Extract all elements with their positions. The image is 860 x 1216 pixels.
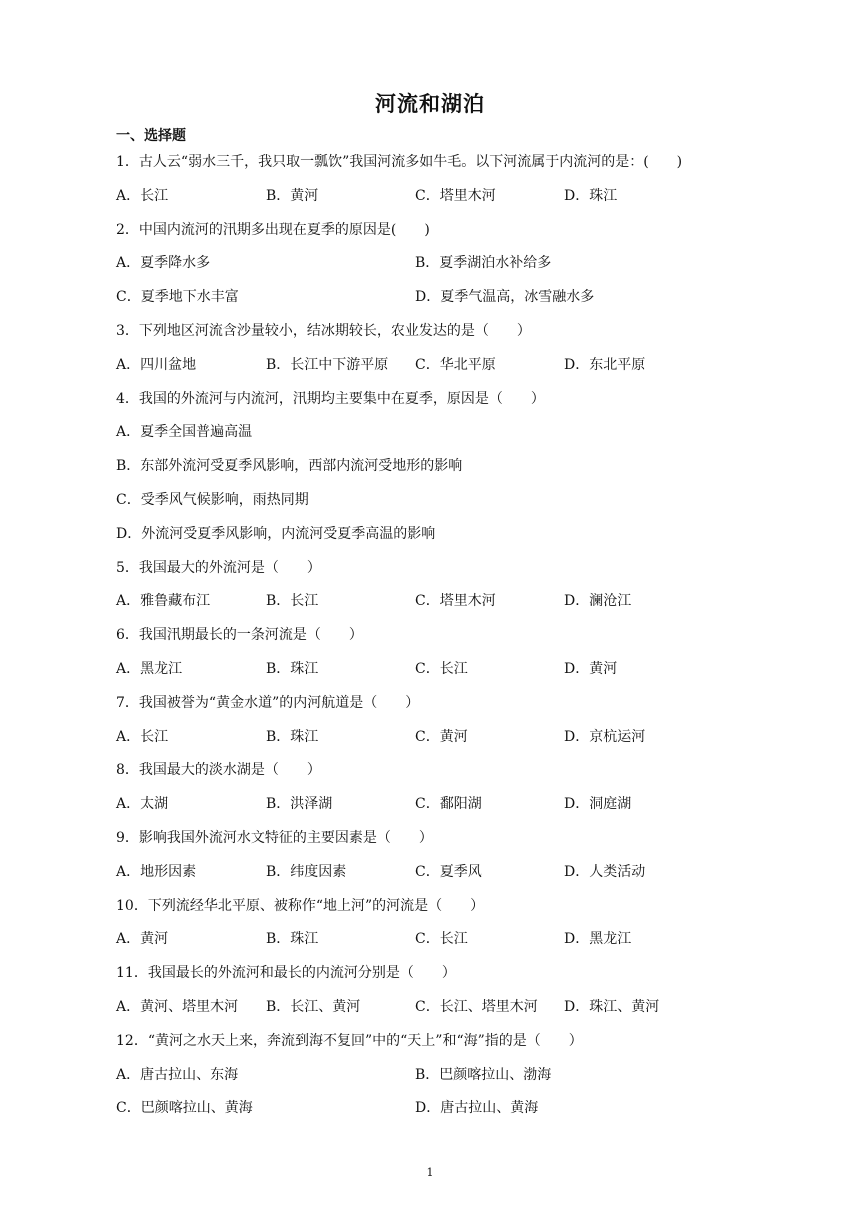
- option-d: D．黑龙江: [564, 931, 632, 948]
- option-row: [116, 590, 766, 624]
- option-c: C．鄱阳湖: [415, 796, 482, 813]
- question-stem: 5．我国最大的外流河是（ ）: [116, 559, 321, 576]
- option-c: C．华北平原: [415, 356, 496, 373]
- option-a: A．唐古拉山、东海: [116, 1066, 239, 1083]
- option-d: D．唐古拉山、黄海: [415, 1100, 539, 1117]
- option-d: D．东北平原: [564, 356, 646, 373]
- option-b: B．珠江: [266, 660, 319, 677]
- option-row: [116, 421, 766, 455]
- question-stem: 1．古人云“弱水三千，我只取一瓢饮”我国河流多如牛毛。以下河流属于内流河的是：( ): [116, 154, 683, 170]
- option-c: C．夏季地下水丰富: [116, 289, 239, 306]
- option-row: [116, 1097, 766, 1131]
- option-b: B．洪泽湖: [266, 796, 333, 813]
- option-row: [116, 489, 766, 523]
- question-stem: 2．中国内流河的汛期多出现在夏季的原因是( ): [116, 221, 430, 238]
- option-row: [116, 793, 766, 827]
- option-a: A．黑龙江: [116, 660, 183, 677]
- option-d: D．京杭运河: [564, 728, 646, 745]
- question-stem: 3．下列地区河流含沙量较小，结冰期较长，农业发达的是（ ）: [116, 322, 531, 339]
- option-row: [116, 1064, 766, 1098]
- option-b: B．东部外流河受夏季风影响，西部内流河受地形的影响: [116, 458, 463, 475]
- option-row: [116, 658, 766, 692]
- option-c: C．黄河: [415, 728, 468, 745]
- option-b: B．纬度因素: [266, 863, 347, 880]
- option-a: A．夏季降水多: [116, 255, 211, 272]
- option-d: D．珠江: [564, 187, 618, 204]
- option-a: A．长江: [116, 728, 169, 745]
- option-d: D．澜沧江: [564, 593, 632, 610]
- option-d: D．人类活动: [564, 863, 646, 880]
- question-stem: 10．下列流经华北平原、被称作“地上河”的河流是（ ）: [116, 897, 485, 914]
- option-d: D．珠江、黄河: [564, 998, 660, 1015]
- question-stem: 4．我国的外流河与内流河，汛期均主要集中在夏季，原因是（ ）: [116, 390, 545, 407]
- question-stem: 8．我国最大的淡水湖是（ ）: [116, 762, 321, 779]
- option-row: [116, 996, 766, 1030]
- option-a: A．雅鲁藏布江: [116, 593, 211, 610]
- option-b: B．长江、黄河: [266, 998, 361, 1015]
- option-row: [116, 928, 766, 962]
- option-c: C．长江: [415, 660, 468, 677]
- section-heading: 一、选择题: [116, 128, 186, 144]
- option-a: A．黄河: [116, 931, 169, 948]
- option-row: [116, 726, 766, 760]
- option-a: A．地形因素: [116, 863, 197, 880]
- option-row: [116, 523, 766, 557]
- question-stem: 12．“黄河之水天上来，奔流到海不复回”中的“天上”和“海”指的是（ ）: [116, 1032, 583, 1049]
- option-row: [116, 185, 766, 219]
- option-c: C．巴颜喀拉山、黄海: [116, 1100, 253, 1117]
- option-row: [116, 354, 766, 388]
- option-b: B．珠江: [266, 728, 319, 745]
- option-b: B．珠江: [266, 931, 319, 948]
- option-d: D．外流河受夏季风影响，内流河受夏季高温的影响: [116, 525, 436, 542]
- option-a: A．夏季全国普遍高温: [116, 424, 253, 441]
- question-stem: 7．我国被誉为“黄金水道”的内河航道是（ ）: [116, 694, 420, 711]
- option-b: B．长江: [266, 593, 319, 610]
- option-c: C．长江、塔里木河: [415, 998, 538, 1015]
- option-c: C．受季风气候影响，雨热同期: [116, 491, 309, 508]
- option-b: B．巴颜喀拉山、渤海: [415, 1066, 552, 1083]
- option-c: C．塔里木河: [415, 187, 496, 204]
- option-b: B．黄河: [266, 187, 319, 204]
- option-row: [116, 455, 766, 489]
- option-c: C．长江: [415, 931, 468, 948]
- page-number: 1: [426, 1166, 434, 1179]
- option-d: D．夏季气温高，冰雪融水多: [415, 289, 595, 306]
- option-d: D．洞庭湖: [564, 796, 632, 813]
- option-b: B．夏季湖泊水补给多: [415, 255, 552, 272]
- page-title: 河流和湖泊: [375, 92, 485, 116]
- question-stem: 9．影响我国外流河水文特征的主要因素是（ ）: [116, 829, 433, 846]
- option-c: C．夏季风: [415, 863, 482, 880]
- option-row: [116, 252, 766, 286]
- question-stem: 6．我国汛期最长的一条河流是（ ）: [116, 627, 363, 644]
- option-a: A．长江: [116, 187, 169, 204]
- option-b: B．长江中下游平原: [266, 356, 389, 373]
- option-d: D．黄河: [564, 660, 618, 677]
- question-stem: 11．我国最长的外流河和最长的内流河分别是（ ）: [116, 965, 456, 982]
- option-c: C．塔里木河: [415, 593, 496, 610]
- option-row: [116, 286, 766, 320]
- option-a: A．太湖: [116, 796, 169, 813]
- option-a: A．四川盆地: [116, 356, 197, 373]
- option-a: A．黄河、塔里木河: [116, 998, 239, 1015]
- option-row: [116, 861, 766, 895]
- question-list: [116, 151, 766, 1131]
